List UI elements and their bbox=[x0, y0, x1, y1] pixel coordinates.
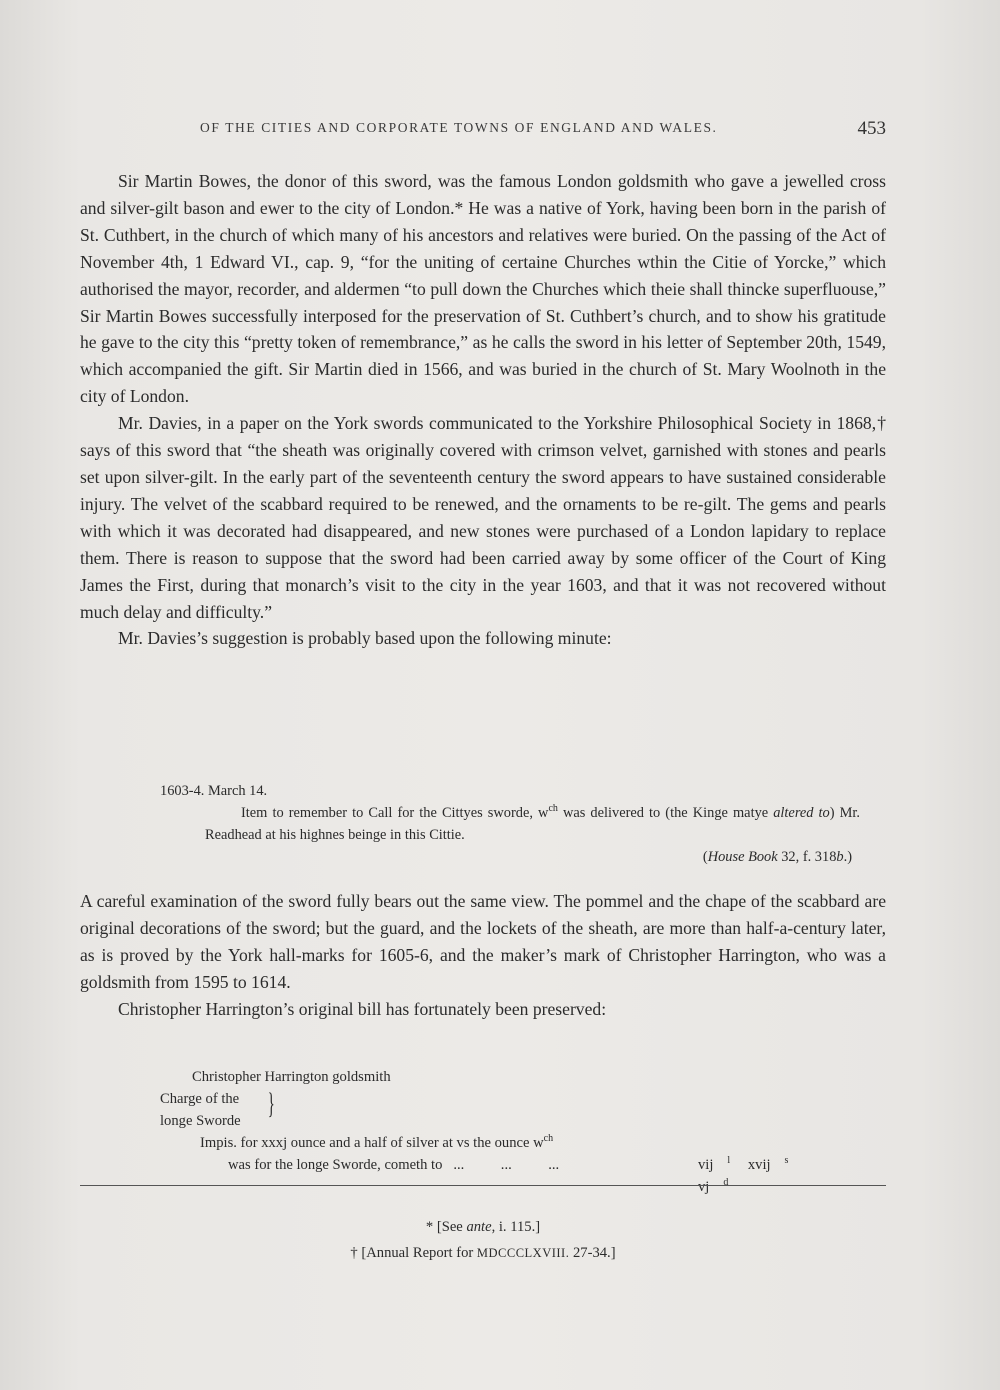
cite-text: .) bbox=[843, 849, 852, 865]
minute-sup: ch bbox=[548, 803, 558, 815]
minute-date: 1603-4. March 14. bbox=[160, 783, 268, 799]
running-head bbox=[80, 118, 886, 142]
minute-citation bbox=[160, 846, 860, 868]
minute-text: Item to remember to Call for the Cittyes sworde, w bbox=[241, 805, 549, 821]
minute-text: ) Mr. Readhead at his highnes beinge in this Cittie. bbox=[205, 805, 860, 843]
footnote-2: † [Annual Report for MDCCCLXVIII. 27-34.] bbox=[350, 1245, 616, 1261]
body-text-bottom bbox=[80, 888, 886, 1023]
amount-shillings: xvij $^s$ bbox=[747, 1155, 789, 1173]
cite-folio: b bbox=[836, 849, 844, 865]
bill-amount bbox=[698, 1154, 840, 1198]
footnotes bbox=[80, 1214, 886, 1266]
cite-book: House Book bbox=[707, 849, 778, 865]
paragraph-examination: A careful examination of the sword fully bears out the same view. The pommel and the chape of the scabbard are original decorations of the sword; but the guard, and the lockets of the sheath, are more than half-a-century later, as is proved by the York hall-marks for 1605-6, and the maker’s mark of Christopher Harrington, who was a goldsmith from 1595 to 1614. bbox=[80, 891, 886, 992]
bill-item-text: was for the longe Sworde, cometh to bbox=[228, 1157, 443, 1173]
paragraph-suggestion: Mr. Davies’s suggestion is probably based upon the following minute: bbox=[118, 628, 612, 649]
minute-quote bbox=[160, 780, 860, 868]
bill-item-sup: ch bbox=[543, 1133, 554, 1145]
footnote-1: * [See ante, i. 115.] bbox=[425, 1219, 541, 1235]
minute-altered: altered to bbox=[773, 805, 830, 821]
bill-item-line-2 bbox=[160, 1154, 840, 1195]
paragraph-bill-intro: Christopher Harrington’s original bill has fortunately been preserved: bbox=[118, 998, 607, 1019]
leader-dots: ... ... ... bbox=[453, 1157, 560, 1173]
bill-charge-line-1: Charge of the bbox=[160, 1091, 240, 1107]
bill-item-line-1 bbox=[160, 1132, 840, 1154]
bill-charge bbox=[160, 1088, 840, 1132]
paragraph-bowes: Sir Martin Bowes, the donor of this sword, was the famous London goldsmith who gave a jewelled cross and silver-gilt bason and ewer to the city of London.* He was a native of York, having been born in the parish of St. Cuthbert, in the church of which many of his ancestors and relatives were buried. On the passing of the Act of November 4th, 1 Edward VI., cap. 9, “for the uniting of certaine Churches wthin the Citie of Yorcke,” which authorised the mayor, recorder, and aldermen “to pull down the Churches which theie shall thincke superfluouse,” Sir Martin Bowes successfully interposed for the preservation of St. Cuthbert’s church, and to show his gratitude he gave to the city this “pretty token of remembrance,” as he calls the sword in his letter of September 20th, 1549, which accompanied the gift. Sir Martin died in 1566, and was buried in the church of St. Mary Woolnoth in the city of London. bbox=[80, 171, 886, 407]
paragraph-davies: Mr. Davies, in a paper on the York swords communicated to the Yorkshire Philosophical Society in 1868,† says of this sword that “the sheath was originally covered with crimson velvet, garnished with stones and pearls set upon silver-gilt. In the early part of the seventeenth century the sword appears to have sustained considerable injury. The velvet of the scabbard required to be renewed, and the ornaments to be re-gilt. The gems and pearls with which it was decorated had disappeared, and new stones were purchased of a London lapidary to replace them. There is reason to suppose that the sword had been carried away by some officer of the Court of King James the First, during that monarch’s visit to the city in the year 1603, and that it was not recovered without much delay and difficulty.” bbox=[80, 413, 886, 622]
bill-charge-line-2: longe Sworde bbox=[160, 1113, 241, 1129]
body-text-top bbox=[80, 168, 886, 652]
bill-heading: Christopher Harrington goldsmith bbox=[192, 1069, 391, 1085]
cite-text: 32, f. 318 bbox=[777, 849, 837, 865]
footnote-rule bbox=[80, 1185, 886, 1186]
brace-icon: } bbox=[267, 1087, 275, 1120]
minute-text: was delivered to (the Kinge matye bbox=[557, 805, 774, 821]
running-title: OF THE CITIES AND CORPORATE TOWNS OF ENGLAND AND WALES. bbox=[200, 120, 718, 135]
amount-pence: vj $^d$ bbox=[698, 1177, 729, 1195]
bill-item-text: Impis. for xxxj ounce and a half of silver at vs the ounce w bbox=[200, 1135, 544, 1151]
harrington-bill bbox=[160, 1066, 840, 1195]
amount-pounds: vij $^l$ bbox=[698, 1155, 731, 1173]
minute-item bbox=[160, 802, 860, 846]
cite-text: ( bbox=[702, 849, 708, 865]
page-number: 453 bbox=[857, 118, 886, 139]
